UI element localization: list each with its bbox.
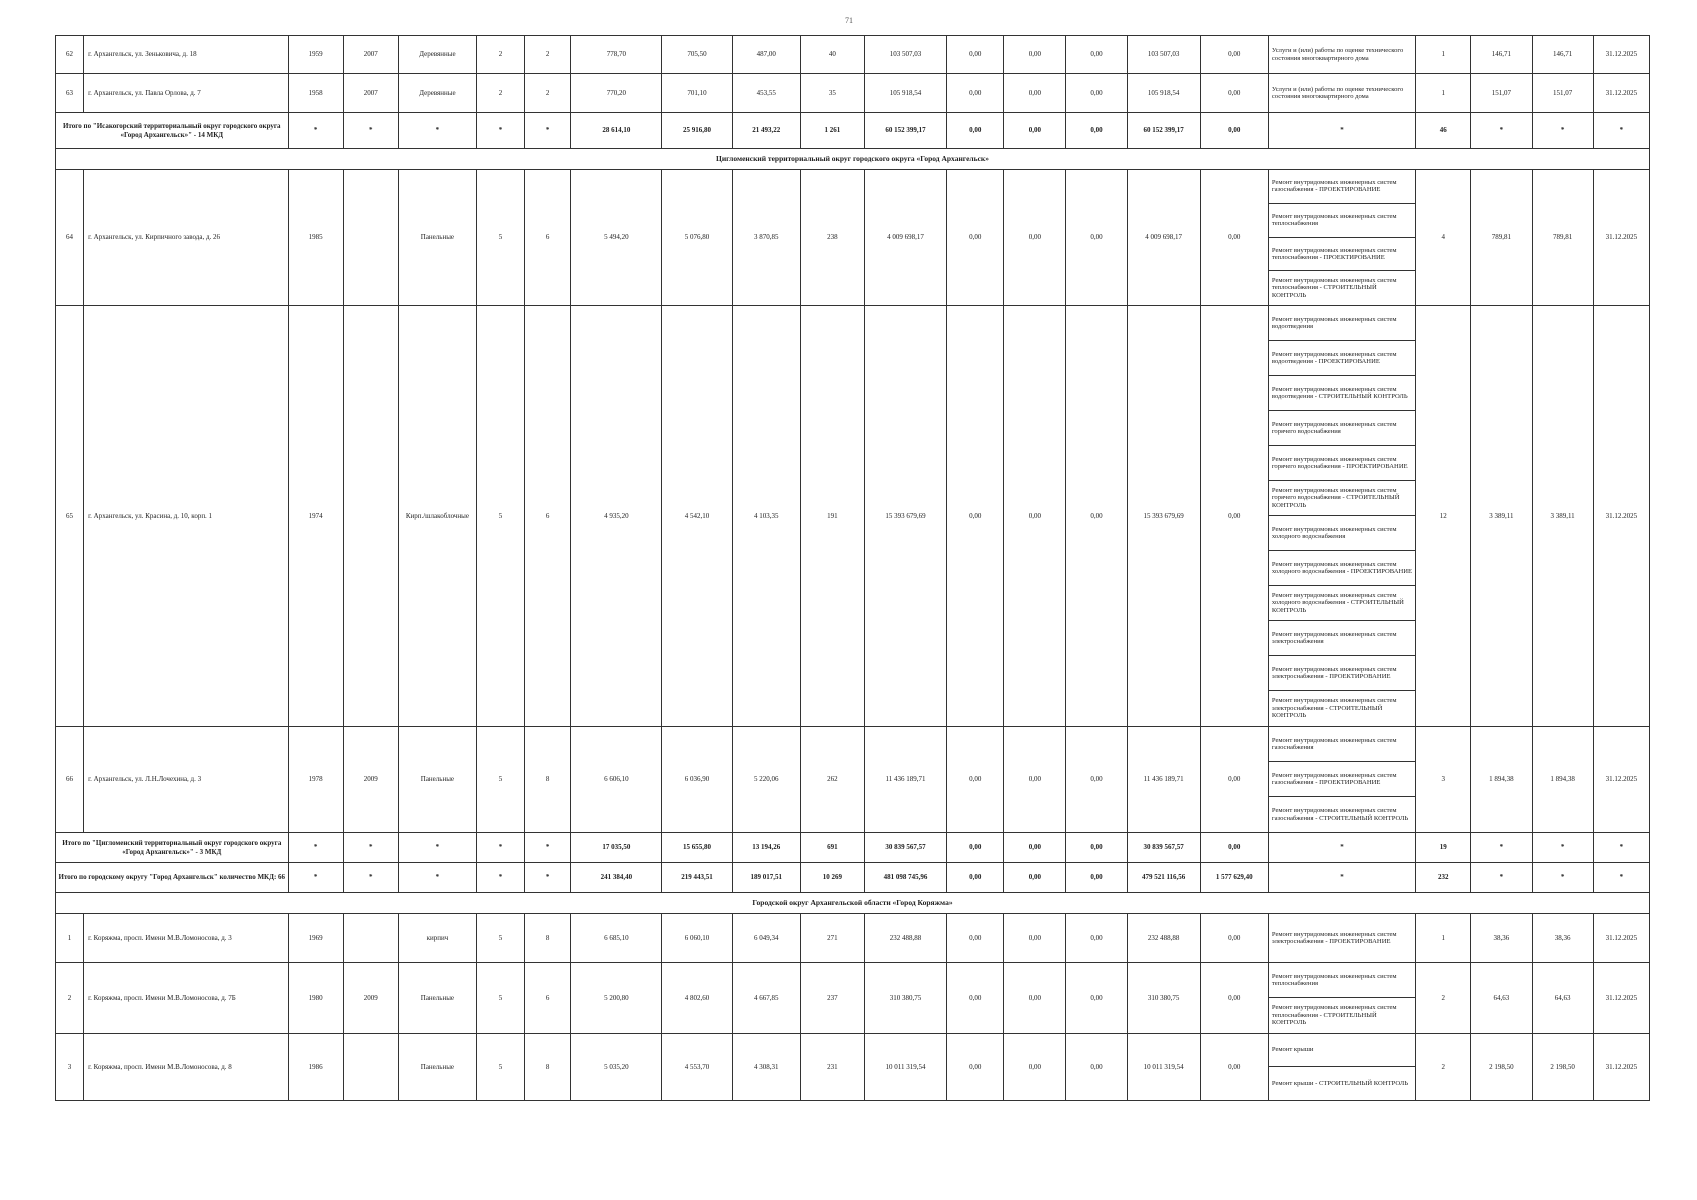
total-label: Итого по городскому округу "Город Архангельск" количество МКД: 66 <box>56 863 289 893</box>
max-unit-cost: 38,36 <box>1532 914 1593 963</box>
floors: 2 <box>477 36 525 74</box>
total-f2: 0,00 <box>1004 833 1066 863</box>
cell-f-owners: 105 918,54 <box>1127 74 1200 113</box>
cell-area-living: 4 802,60 <box>662 963 732 1034</box>
star-mark: * <box>288 833 343 863</box>
total-f-owners: 60 152 399,17 <box>1127 113 1200 149</box>
work-type: Ремонт внутридомовых инженерных систем горячего водоснабжения - ПРОЕКТИРОВАНИЕ <box>1269 446 1415 481</box>
section-header-row <box>56 893 1650 914</box>
work-count: 12 <box>1416 306 1471 727</box>
year-built: 1978 <box>288 727 343 833</box>
table-row <box>56 170 1650 306</box>
max-unit-cost: 146,71 <box>1532 36 1593 74</box>
star-mark: * <box>343 833 398 863</box>
total-f-other: 0,00 <box>1200 113 1268 149</box>
works-list <box>1268 170 1415 306</box>
cell-area-total: 5 494,20 <box>571 170 662 306</box>
works-list <box>1268 963 1415 1034</box>
star-mark: * <box>1593 113 1649 149</box>
star-mark: * <box>1471 113 1532 149</box>
cell-area-living: 6 060,10 <box>662 914 732 963</box>
star-mark: * <box>1471 863 1532 893</box>
year-last-repair <box>343 306 398 727</box>
entrances: 8 <box>525 1034 571 1101</box>
cell-cost-total: 4 009 698,17 <box>864 170 946 306</box>
total-cost-total: 481 098 745,96 <box>864 863 946 893</box>
work-type: Ремонт внутридомовых инженерных систем теплоснабжения - ПРОЕКТИРОВАНИЕ <box>1269 238 1415 272</box>
row-number: 63 <box>56 74 84 113</box>
row-number: 62 <box>56 36 84 74</box>
total-label: Итого по "Цигломенский территориальный округ городского округа «Город Архангельск»" - 3 МКД <box>56 833 289 863</box>
year-built: 1958 <box>288 74 343 113</box>
cell-cost-total: 103 507,03 <box>864 36 946 74</box>
cell-f2: 0,00 <box>1004 170 1066 306</box>
star-mark: * <box>1471 833 1532 863</box>
cell-f3: 0,00 <box>1066 170 1127 306</box>
cell-cost-total: 15 393 679,69 <box>864 306 946 727</box>
cell-area-total: 778,70 <box>571 36 662 74</box>
total-area-res: 13 194,26 <box>732 833 800 863</box>
work-count: 1 <box>1416 74 1471 113</box>
total-residents: 1 261 <box>800 113 864 149</box>
total-row <box>56 863 1650 893</box>
cell-f2: 0,00 <box>1004 727 1066 833</box>
unit-cost: 146,71 <box>1471 36 1532 74</box>
star-mark: * <box>477 863 525 893</box>
total-area-res: 189 017,51 <box>732 863 800 893</box>
cell-f2: 0,00 <box>1004 36 1066 74</box>
table-row <box>56 306 1650 727</box>
floors: 2 <box>477 74 525 113</box>
total-f1: 0,00 <box>947 113 1004 149</box>
work-count: 1 <box>1416 914 1471 963</box>
cell-residents: 35 <box>800 74 864 113</box>
cell-residents: 191 <box>800 306 864 727</box>
cell-f2: 0,00 <box>1004 306 1066 727</box>
cell-f3: 0,00 <box>1066 914 1127 963</box>
table-row <box>56 74 1650 113</box>
cell-f-other: 0,00 <box>1200 306 1268 727</box>
house-address: г. Архангельск, ул. Павла Орлова, д. 7 <box>84 74 289 113</box>
star-mark: * <box>1532 863 1593 893</box>
entrances: 2 <box>525 36 571 74</box>
work-count: 2 <box>1416 1034 1471 1101</box>
total-row <box>56 113 1650 149</box>
house-address: г. Коряжма, просп. Имени М.В.Ломоносова, д. 3 <box>84 914 289 963</box>
cell-f1: 0,00 <box>947 727 1004 833</box>
work-type: Ремонт внутридомовых инженерных систем газоснабжения <box>1269 727 1415 762</box>
row-number: 1 <box>56 914 84 963</box>
work-type: Ремонт внутридомовых инженерных систем водоотведения - ПРОЕКТИРОВАНИЕ <box>1269 341 1415 376</box>
table-row <box>56 36 1650 74</box>
cell-f1: 0,00 <box>947 170 1004 306</box>
work-count: 2 <box>1416 963 1471 1034</box>
total-f3: 0,00 <box>1066 863 1127 893</box>
wall-material: Кирп./шлакоблочные <box>398 306 476 727</box>
cell-f1: 0,00 <box>947 74 1004 113</box>
star-mark: * <box>343 863 398 893</box>
work-type: Ремонт внутридомовых инженерных систем электроснабжения <box>1269 621 1415 656</box>
total-work-count: 46 <box>1416 113 1471 149</box>
year-built: 1986 <box>288 1034 343 1101</box>
cell-cost-total: 10 011 319,54 <box>864 1034 946 1101</box>
work-type: Ремонт внутридомовых инженерных систем теплоснабжения - СТРОИТЕЛЬНЫЙ КОНТРОЛЬ <box>1271 277 1397 299</box>
cell-f1: 0,00 <box>947 306 1004 727</box>
works-list <box>1268 727 1415 833</box>
cell-f1: 0,00 <box>947 36 1004 74</box>
star-mark: * <box>398 863 476 893</box>
total-f3: 0,00 <box>1066 833 1127 863</box>
star-mark: * <box>288 113 343 149</box>
work-type: Ремонт внутридомовых инженерных систем холодного водоснабжения - ПРОЕКТИРОВАНИЕ <box>1269 551 1415 586</box>
cell-area-living: 5 076,80 <box>662 170 732 306</box>
work-type: Ремонт внутридомовых инженерных систем горячего водоснабжения <box>1269 411 1415 446</box>
deadline: 31.12.2025 <box>1593 727 1649 833</box>
total-f2: 0,00 <box>1004 863 1066 893</box>
total-cost-total: 60 152 399,17 <box>864 113 946 149</box>
wall-material: Панельные <box>398 170 476 306</box>
work-count: 3 <box>1416 727 1471 833</box>
deadline: 31.12.2025 <box>1593 963 1649 1034</box>
table-row <box>56 727 1650 833</box>
unit-cost: 1 894,38 <box>1471 727 1532 833</box>
max-unit-cost: 1 894,38 <box>1532 727 1593 833</box>
cell-f3: 0,00 <box>1066 36 1127 74</box>
floors: 5 <box>477 727 525 833</box>
entrances: 6 <box>525 963 571 1034</box>
total-area-res: 21 493,22 <box>732 113 800 149</box>
star-mark: * <box>1268 113 1415 149</box>
cell-cost-total: 11 436 189,71 <box>864 727 946 833</box>
total-f-owners: 479 521 116,56 <box>1127 863 1200 893</box>
work-type: Ремонт внутридомовых инженерных систем горячего водоснабжения - СТРОИТЕЛЬНЫЙ КОНТРОЛЬ <box>1269 481 1415 516</box>
deadline: 31.12.2025 <box>1593 1034 1649 1101</box>
wall-material: Деревянные <box>398 36 476 74</box>
table-row <box>56 914 1650 963</box>
work-type: Ремонт внутридомовых инженерных систем теплоснабжения <box>1269 204 1415 238</box>
cell-residents: 262 <box>800 727 864 833</box>
work-type: Ремонт внутридомовых инженерных систем холодного водоснабжения <box>1269 516 1415 551</box>
unit-cost: 789,81 <box>1471 170 1532 306</box>
table-row <box>56 963 1650 1034</box>
total-f2: 0,00 <box>1004 113 1066 149</box>
floors: 5 <box>477 170 525 306</box>
section-title: Цигломенский территориальный округ городского округа «Город Архангельск» <box>56 149 1650 170</box>
cell-f-other: 0,00 <box>1200 36 1268 74</box>
house-address: г. Коряжма, просп. Имени М.В.Ломоносова, д. 7Б <box>84 963 289 1034</box>
cell-area-living: 701,10 <box>662 74 732 113</box>
total-area-total: 28 614,10 <box>571 113 662 149</box>
cell-f1: 0,00 <box>947 1034 1004 1101</box>
total-work-count: 232 <box>1416 863 1471 893</box>
cell-f3: 0,00 <box>1066 963 1127 1034</box>
entrances: 8 <box>525 727 571 833</box>
capital-repair-table <box>55 35 1650 1101</box>
cell-f2: 0,00 <box>1004 914 1066 963</box>
total-area-living: 25 916,80 <box>662 113 732 149</box>
max-unit-cost: 2 198,50 <box>1532 1034 1593 1101</box>
total-row <box>56 833 1650 863</box>
work-type: Ремонт внутридомовых инженерных систем водоотведения <box>1269 306 1415 341</box>
work-type: Ремонт крыши <box>1269 1034 1415 1067</box>
cell-f-owners: 103 507,03 <box>1127 36 1200 74</box>
floors: 5 <box>477 914 525 963</box>
total-area-total: 17 035,50 <box>571 833 662 863</box>
cell-area-total: 6 685,10 <box>571 914 662 963</box>
total-area-total: 241 384,40 <box>571 863 662 893</box>
page-number: 71 <box>845 16 853 25</box>
deadline: 31.12.2025 <box>1593 914 1649 963</box>
work-type: Ремонт внутридомовых инженерных систем электроснабжения - ПРОЕКТИРОВАНИЕ <box>1269 656 1415 691</box>
star-mark: * <box>1593 833 1649 863</box>
floors: 5 <box>477 1034 525 1101</box>
cell-f3: 0,00 <box>1066 1034 1127 1101</box>
cell-f-other: 0,00 <box>1200 170 1268 306</box>
row-number: 66 <box>56 727 84 833</box>
year-built: 1969 <box>288 914 343 963</box>
work-type: Ремонт внутридомовых инженерных систем газоснабжения - ПРОЕКТИРОВАНИЕ <box>1269 762 1415 797</box>
entrances: 8 <box>525 914 571 963</box>
entrances: 6 <box>525 306 571 727</box>
cell-f-owners: 15 393 679,69 <box>1127 306 1200 727</box>
star-mark: * <box>1532 833 1593 863</box>
cell-f-other: 0,00 <box>1200 727 1268 833</box>
cell-area-total: 770,20 <box>571 74 662 113</box>
star-mark: * <box>477 113 525 149</box>
work-type: Ремонт внутридомовых инженерных систем газоснабжения - ПРОЕКТИРОВАНИЕ <box>1269 170 1415 204</box>
row-number: 64 <box>56 170 84 306</box>
row-number: 65 <box>56 306 84 727</box>
cell-f-other: 0,00 <box>1200 914 1268 963</box>
house-address: г. Архангельск, ул. Зеньковича, д. 18 <box>84 36 289 74</box>
max-unit-cost: 151,07 <box>1532 74 1593 113</box>
total-area-living: 15 655,80 <box>662 833 732 863</box>
work-type: Ремонт внутридомовых инженерных систем теплоснабжения <box>1269 963 1415 998</box>
entrances: 2 <box>525 74 571 113</box>
house-address: г. Архангельск, ул. Красина, д. 10, корп. 1 <box>84 306 289 727</box>
cell-area-living: 4 553,70 <box>662 1034 732 1101</box>
year-last-repair: 2009 <box>343 727 398 833</box>
cell-f-owners: 232 488,88 <box>1127 914 1200 963</box>
work-type: Ремонт внутридомовых инженерных систем электроснабжения - СТРОИТЕЛЬНЫЙ КОНТРОЛЬ <box>1271 697 1397 720</box>
wall-material: кирпич <box>398 914 476 963</box>
star-mark: * <box>1268 863 1415 893</box>
cell-area-total: 6 606,10 <box>571 727 662 833</box>
wall-material: Панельные <box>398 963 476 1034</box>
star-mark: * <box>1593 863 1649 893</box>
total-residents: 10 269 <box>800 863 864 893</box>
total-area-living: 219 443,51 <box>662 863 732 893</box>
cell-residents: 40 <box>800 36 864 74</box>
cell-area-res: 5 220,06 <box>732 727 800 833</box>
total-label: Итого по "Исакогорский территориальный округ городского округа «Город Архангельск»" - 14 МКД <box>56 113 289 149</box>
cell-f3: 0,00 <box>1066 727 1127 833</box>
cell-area-living: 6 036,90 <box>662 727 732 833</box>
deadline: 31.12.2025 <box>1593 170 1649 306</box>
cell-f-other: 0,00 <box>1200 963 1268 1034</box>
deadline: 31.12.2025 <box>1593 74 1649 113</box>
deadline: 31.12.2025 <box>1593 306 1649 727</box>
total-cost-total: 30 839 567,57 <box>864 833 946 863</box>
year-last-repair: 2007 <box>343 36 398 74</box>
work-type: Ремонт внутридомовых инженерных систем теплоснабжения - СТРОИТЕЛЬНЫЙ КОНТРОЛЬ <box>1271 1004 1397 1027</box>
cell-cost-total: 310 380,75 <box>864 963 946 1034</box>
cell-area-res: 6 049,34 <box>732 914 800 963</box>
year-built: 1974 <box>288 306 343 727</box>
cell-residents: 238 <box>800 170 864 306</box>
work-type: Услуги и (или) работы по оценке технического состояния многоквартирного дома <box>1271 85 1404 100</box>
cell-area-total: 5 035,20 <box>571 1034 662 1101</box>
max-unit-cost: 789,81 <box>1532 170 1593 306</box>
cell-residents: 271 <box>800 914 864 963</box>
cell-f3: 0,00 <box>1066 306 1127 727</box>
work-type: Ремонт внутридомовых инженерных систем электроснабжения - ПРОЕКТИРОВАНИЕ <box>1271 930 1397 945</box>
total-f-other: 0,00 <box>1200 833 1268 863</box>
cell-area-res: 487,00 <box>732 36 800 74</box>
total-f3: 0,00 <box>1066 113 1127 149</box>
cell-cost-total: 232 488,88 <box>864 914 946 963</box>
star-mark: * <box>525 863 571 893</box>
house-address: г. Архангельск, ул. Л.Н.Лочехина, д. 3 <box>84 727 289 833</box>
section-header-row <box>56 149 1650 170</box>
cell-f1: 0,00 <box>947 963 1004 1034</box>
total-residents: 691 <box>800 833 864 863</box>
entrances: 6 <box>525 170 571 306</box>
total-f-other: 1 577 629,40 <box>1200 863 1268 893</box>
cell-residents: 231 <box>800 1034 864 1101</box>
works-list <box>1268 1034 1415 1101</box>
work-type: Ремонт внутридомовых инженерных систем водоотведения - СТРОИТЕЛЬНЫЙ КОНТРОЛЬ <box>1269 376 1415 411</box>
year-last-repair <box>343 914 398 963</box>
cell-area-res: 4 103,35 <box>732 306 800 727</box>
max-unit-cost: 64,63 <box>1532 963 1593 1034</box>
total-work-count: 19 <box>1416 833 1471 863</box>
total-f1: 0,00 <box>947 863 1004 893</box>
star-mark: * <box>1532 113 1593 149</box>
cell-f-owners: 11 436 189,71 <box>1127 727 1200 833</box>
star-mark: * <box>398 113 476 149</box>
cell-f-owners: 10 011 319,54 <box>1127 1034 1200 1101</box>
cell-area-living: 4 542,10 <box>662 306 732 727</box>
year-last-repair: 2007 <box>343 74 398 113</box>
cell-f2: 0,00 <box>1004 963 1066 1034</box>
house-address: г. Коряжма, просп. Имени М.В.Ломоносова, д. 8 <box>84 1034 289 1101</box>
unit-cost: 3 389,11 <box>1471 306 1532 727</box>
unit-cost: 2 198,50 <box>1471 1034 1532 1101</box>
house-address: г. Архангельск, ул. Кирпичного завода, д. 26 <box>84 170 289 306</box>
cell-area-res: 4 308,31 <box>732 1034 800 1101</box>
cell-area-res: 3 870,85 <box>732 170 800 306</box>
max-unit-cost: 3 389,11 <box>1532 306 1593 727</box>
cell-f2: 0,00 <box>1004 74 1066 113</box>
year-built: 1985 <box>288 170 343 306</box>
floors: 5 <box>477 963 525 1034</box>
cell-area-res: 453,55 <box>732 74 800 113</box>
work-type: Услуги и (или) работы по оценке технического состояния многоквартирного дома <box>1271 47 1404 62</box>
wall-material: Панельные <box>398 1034 476 1101</box>
work-type: Ремонт внутридомовых инженерных систем газоснабжения - СТРОИТЕЛЬНЫЙ КОНТРОЛЬ <box>1271 807 1409 822</box>
floors: 5 <box>477 306 525 727</box>
cell-area-living: 705,50 <box>662 36 732 74</box>
cell-area-total: 4 935,20 <box>571 306 662 727</box>
cell-cost-total: 105 918,54 <box>864 74 946 113</box>
year-last-repair <box>343 170 398 306</box>
star-mark: * <box>343 113 398 149</box>
works-list <box>1268 74 1415 113</box>
star-mark: * <box>525 833 571 863</box>
works-list <box>1268 306 1415 727</box>
cell-f-other: 0,00 <box>1200 74 1268 113</box>
star-mark: * <box>288 863 343 893</box>
unit-cost: 38,36 <box>1471 914 1532 963</box>
unit-cost: 151,07 <box>1471 74 1532 113</box>
section-title: Городской округ Архангельской области «Город Коряжма» <box>56 893 1650 914</box>
cell-f2: 0,00 <box>1004 1034 1066 1101</box>
unit-cost: 64,63 <box>1471 963 1532 1034</box>
star-mark: * <box>398 833 476 863</box>
works-list <box>1268 36 1415 74</box>
work-type: Ремонт внутридомовых инженерных систем холодного водоснабжения - СТРОИТЕЛЬНЫЙ КОНТРОЛЬ <box>1269 586 1415 621</box>
total-f-owners: 30 839 567,57 <box>1127 833 1200 863</box>
cell-area-total: 5 200,80 <box>571 963 662 1034</box>
year-built: 1980 <box>288 963 343 1034</box>
star-mark: * <box>1268 833 1415 863</box>
star-mark: * <box>525 113 571 149</box>
star-mark: * <box>477 833 525 863</box>
wall-material: Панельные <box>398 727 476 833</box>
cell-residents: 237 <box>800 963 864 1034</box>
cell-f-other: 0,00 <box>1200 1034 1268 1101</box>
deadline: 31.12.2025 <box>1593 36 1649 74</box>
year-last-repair <box>343 1034 398 1101</box>
total-f1: 0,00 <box>947 833 1004 863</box>
row-number: 3 <box>56 1034 84 1101</box>
work-type: Ремонт крыши - СТРОИТЕЛЬНЫЙ КОНТРОЛЬ <box>1271 1079 1409 1087</box>
cell-f-owners: 4 009 698,17 <box>1127 170 1200 306</box>
row-number: 2 <box>56 963 84 1034</box>
table-row <box>56 1034 1650 1101</box>
year-last-repair: 2009 <box>343 963 398 1034</box>
cell-f1: 0,00 <box>947 914 1004 963</box>
cell-f3: 0,00 <box>1066 74 1127 113</box>
year-built: 1959 <box>288 36 343 74</box>
wall-material: Деревянные <box>398 74 476 113</box>
work-count: 4 <box>1416 170 1471 306</box>
cell-f-owners: 310 380,75 <box>1127 963 1200 1034</box>
work-count: 1 <box>1416 36 1471 74</box>
works-list <box>1268 914 1415 963</box>
cell-area-res: 4 667,85 <box>732 963 800 1034</box>
